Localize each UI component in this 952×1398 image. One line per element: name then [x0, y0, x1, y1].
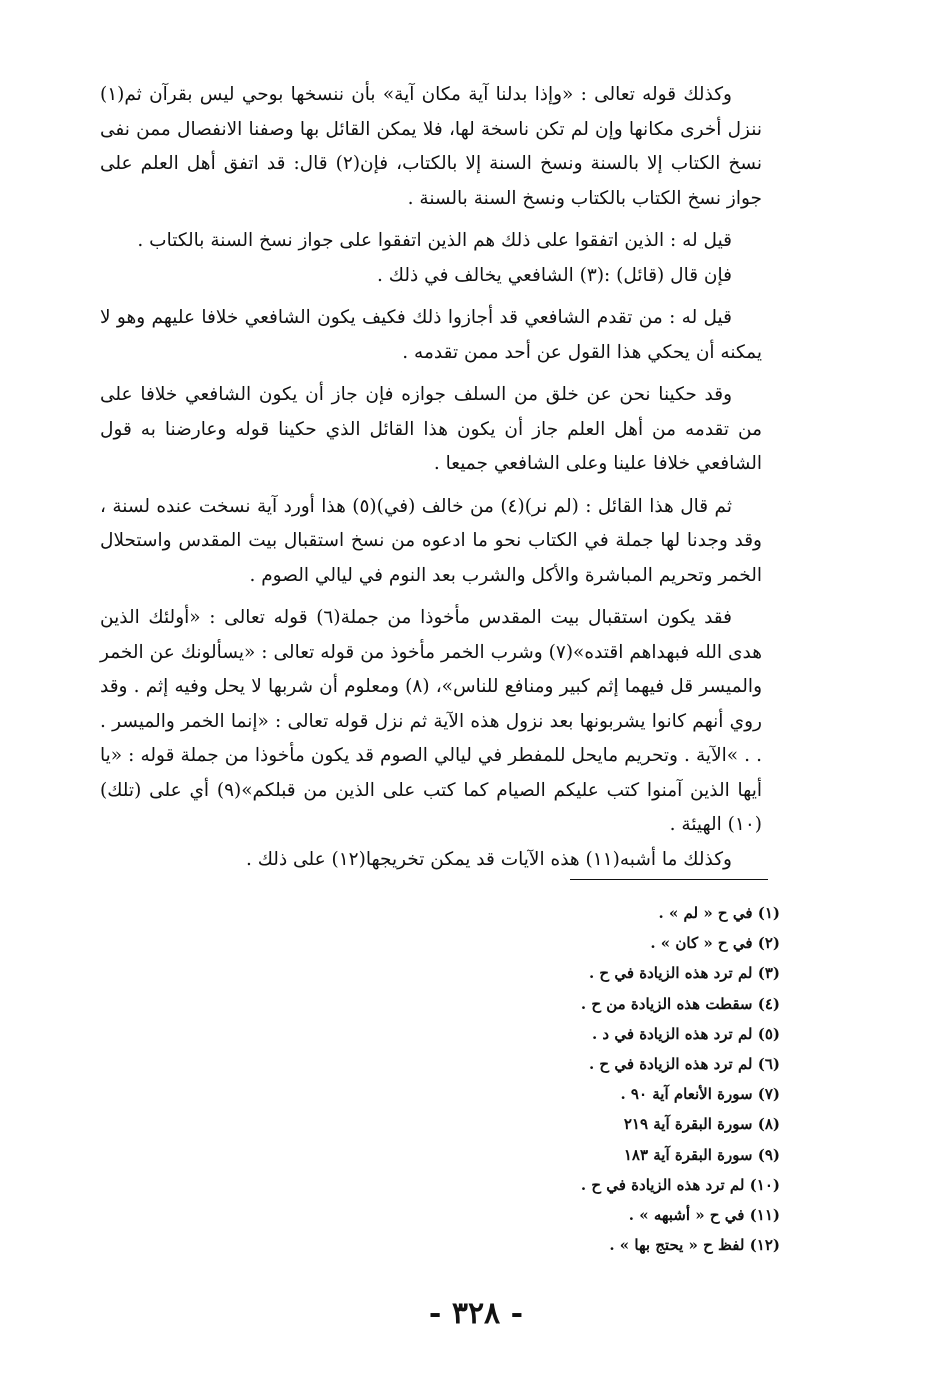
footnote: (١٢) لفظ ح « يحتج بها » .: [609, 1236, 780, 1255]
page-number: - ٣٢٨ -: [428, 1296, 524, 1331]
footnote: (١) في ح « لم » .: [658, 904, 780, 922]
paragraph: ثم قال هذا القائل : (لم نر)(٤) من خالف (في)(٥) هذا أورد آية نسخت عنده لسنة ، وقد وجدنا لها جملة في الكتاب نحو ما ادعوه من نسخ استقبال بيت المقدس واستحلال الخمر وتحريم المباشرة والأكل والشرب بعد النوم في ليالي الصوم .: [100, 495, 762, 586]
footnotes: [300, 898, 780, 1260]
paragraph: وكذلك ما أشبه(١١) هذه الآيات قد يمكن تخريجها(١٢) على ذلك .: [245, 848, 732, 870]
footnote: (٩) سورة البقرة آية ١٨٣: [623, 1145, 780, 1164]
paragraph: وقد حكينا نحن عن خلق من السلف جوازه فإن جاز أن يكون الشافعي خلافا على من تقدمه من أهل العلم جاز أن يكون هذا القائل الذي حكينا قوله وعارضنا به قول الشافعي خلافا علينا وعلى الشافعي جميعا .: [100, 384, 762, 474]
paragraph: فإن قال (قائل) :(٣) الشافعي يخالف في ذلك .: [377, 264, 732, 286]
footnote: (٣) لم ترد هذه الزيادة في ح .: [588, 964, 780, 983]
footnote: (١١) في ح « أشبهه » .: [628, 1206, 780, 1225]
footnote: (١٠) لم ترد هذه الزيادة في ح .: [580, 1175, 780, 1194]
footnote: (٨) سورة البقرة آية ٢١٩: [623, 1115, 780, 1134]
footnote: (٢) في ح « كان » .: [650, 934, 780, 953]
paragraph: قيل له : الذين اتفقوا على ذلك هم الذين اتفقوا على جواز نسخ السنة بالكتاب .: [137, 230, 732, 251]
footnote: (٤) سقطت هذه الزيادة من ح .: [580, 994, 780, 1013]
paragraph: فقد يكون استقبال بيت المقدس مأخوذا من جملة(٦) قوله تعالى : «أولئك الذين هدى الله فبهداهم اقتده»(٧) وشرب الخمر مأخوذ من قوله تعالى : «يسألونك عن الخمر والميسر قل فيهما إثم كبير ومنافع للناس»، (٨) ومعلوم أن شربها لا يحل وفيه إثم . وقد روي أنهم كانوا يشربونها بعد نزول هذه الآية ثم نزل قوله تعالى : «إنما الخمر والميسر . . . »الآية . وتحريم مايحل للمفطر في ليالي الصوم قد يكون مأخوذا من جملة قوله : «يا أيها الذين آمنوا كتب عليكم الصيام كما كتب على الذين من قبلكم»(٩) أي على (تلك)(١٠) الهيئة .: [100, 607, 762, 835]
footnote: (٥) لم ترد هذه الزيادة في د .: [591, 1024, 780, 1043]
paragraph: قيل له : من تقدم الشافعي قد أجازوا ذلك فكيف يكون الشافعي خلافا عليهم وهو لا يمكنه أن يحكي هذا القول عن أحد ممن تقدمه .: [100, 307, 762, 363]
main-text: [100, 78, 762, 885]
footnote: (٦) لم ترد هذه الزيادة في ح .: [588, 1055, 780, 1074]
paragraph: وكذلك قوله تعالى : «وإذا بدلنا آية مكان آية» بأن ننسخها بوحي ليس بقرآن ثم(١) ننزل أخرى مكانها وإن لم تكن ناسخة لها، فلا يمكن القائل بها وصفنا الانفصال ممن نفى نسخ الكتاب إلا بالسنة ونسخ السنة إلا بالكتاب، فإن(٢) قال: قد اتفق أهل العلم على جواز نسخ الكتاب بالكتاب ونسخ السنة بالسنة .: [100, 84, 763, 209]
footnote-separator: [570, 879, 768, 880]
footnote: (٧) سورة الأنعام آية ٩٠ .: [620, 1085, 780, 1104]
